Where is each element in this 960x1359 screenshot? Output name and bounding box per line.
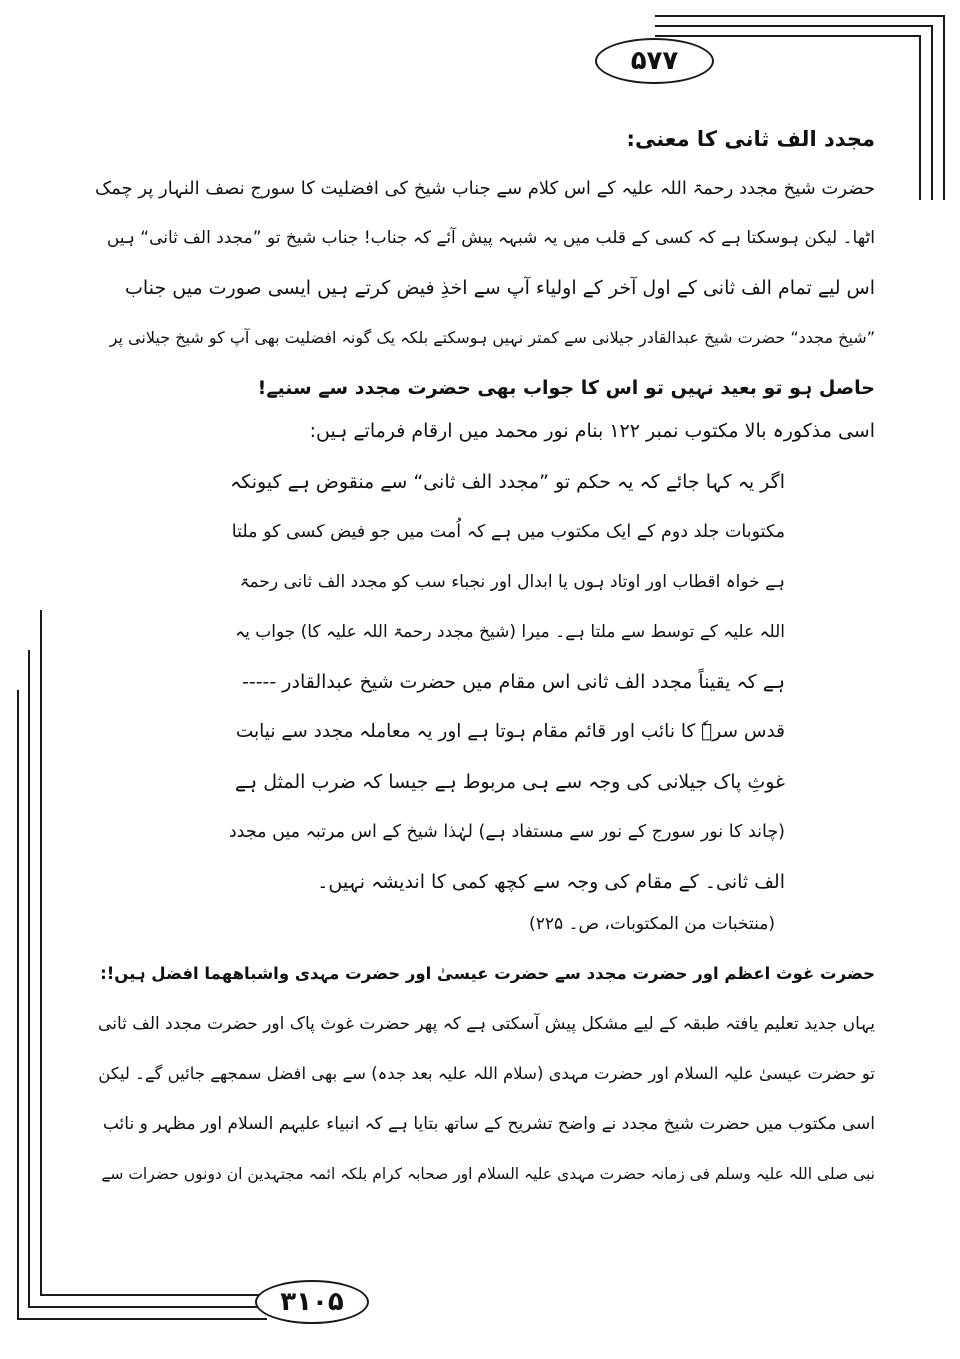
top-page-number: ۵۷۷ (595, 38, 714, 84)
frame-line-left-3 (40, 610, 42, 1296)
section-heading-1: مجدد الف ثانی کا معنی: (626, 127, 875, 151)
quote-line-5: ہے کہ یقیناً مجدد الف ثانی اس مقام میں حضرت شیخ عبدالقادر ----- (241, 671, 785, 693)
quote-line-8: (چاند کا نور سورج کے نور سے مستفاد ہے) لہٰذا شیخ کے اس مرتبہ میں مجدد (228, 822, 785, 842)
quote-line-6: قدس سرہٗ کا نائب اور قائم مقام ہوتا ہے اور یہ معاملہ مجدد سے نیابت (235, 721, 785, 742)
paragraph-line-6: اسی مذکورہ بالا مکتوب نمبر ۱۲۲ بنام نور محمد میں ارقام فرماتے ہیں: (309, 420, 875, 442)
frame-line-top-1 (655, 15, 945, 17)
frame-line-bottom-1 (17, 1318, 267, 1320)
quote-line-7: غوثِ پاک جیلانی کی وجہ سے ہی مربوط ہے جیسا کہ ضرب المثل ہے (234, 771, 785, 793)
paragraph-line-4: ”شیخ مجدد“ حضرت شیخ عبدالقادر جیلانی سے کمتر نہیں ہوسکتے بلکہ یک گونہ افضلیت بھی آپ کو شیخ جیلانی پر (109, 328, 875, 347)
paragraph2-line-1: یہاں جدید تعلیم یافتہ طبقہ کے لیے مشکل پیش آسکتی ہے کہ پھر حضرت غوث پاک اور حضرت مجدد الف ثانی (98, 1014, 875, 1034)
frame-line-top-2 (655, 25, 933, 27)
frame-line-left-1 (17, 690, 19, 1320)
quote-line-4: اللہ علیہ کے توسط سے ملتا ہے۔ میرا (شیخ مجدد رحمۃ اللہ علیہ کا) جواب یہ (235, 622, 785, 642)
paragraph-line-3: اس لیے تمام الف ثانی کے اول آخر کے اولیاء آپ سے اخذِ فیض کرتے ہیں ایسی صورت میں جناب (125, 277, 875, 299)
paragraph-line-1: حضرت شیخ مجدد رحمۃ اللہ علیہ کے اس کلام سے جناب شیخ کی افضلیت کا سورج نصف النہار پر چمک (95, 178, 875, 199)
citation: (منتخبات من المکتوبات، ص۔ ۲۲۵) (529, 914, 775, 934)
bottom-page-number: ۳۱۰۵ (255, 1280, 369, 1324)
frame-line-right-2 (931, 25, 933, 200)
paragraph-line-5: حاصل ہو تو بعید نہیں تو اس کا جواب بھی حضرت مجدد سے سنیے! (257, 377, 875, 399)
quote-line-1: اگر یہ کہا جائے کہ یہ حکم تو ”مجدد الف ثانی“ سے منقوض ہے کیونکہ (230, 471, 785, 493)
frame-line-left-2 (28, 650, 30, 1308)
quote-line-3: ہے خواہ اقطاب اور اوتاد ہوں یا ابدال اور نجباء سب کو مجدد الف ثانی رحمۃ (239, 572, 785, 592)
paragraph-line-2: اٹھا۔ لیکن ہوسکتا ہے کہ کسی کے قلب میں یہ شبہہ پیش آئے کہ جناب! جناب شیخ تو ”مجدد الف ثانی“ ہیں (106, 228, 875, 248)
frame-line-right-3 (919, 35, 921, 200)
frame-line-bottom-2 (28, 1306, 268, 1308)
paragraph2-line-3: اسی مکتوب میں حضرت شیخ مجدد نے واضح تشریح کے ساتھ بتایا ہے کہ انبیاء علیہم السلام اور مظہر و نائب (102, 1114, 875, 1134)
section-heading-2: حضرت غوث اعظم اور حضرت مجدد سے حضرت عیسیٰ اور حضرت مہدی واشباھھما افضل ہیں!: (100, 964, 875, 983)
quote-line-9: الف ثانی۔ کے مقام کی وجہ سے کچھ کمی کا اندیشہ نہیں۔ (317, 871, 785, 893)
frame-line-right-1 (943, 15, 945, 200)
frame-line-bottom-3 (40, 1294, 268, 1296)
quote-line-2: مکتوبات جلد دوم کے ایک مکتوب میں ہے کہ اُمت میں جو فیض کسی کو ملتا (231, 522, 785, 542)
frame-line-top-3 (655, 35, 921, 37)
paragraph2-line-2: تو حضرت عیسیٰ علیہ السلام اور حضرت مہدی (سلام اللہ علیہ بعد جدہ) سے بھی افضل سمجھے جائیں گے۔ لیکن (98, 1064, 875, 1083)
paragraph2-line-4: نبی صلی اللہ علیہ وسلم فی زمانہ حضرت مہدی علیہ السلام اور صحابہ کرام بلکہ ائمہ مجتہدین ان دونوں حضرات سے (101, 1165, 875, 1183)
